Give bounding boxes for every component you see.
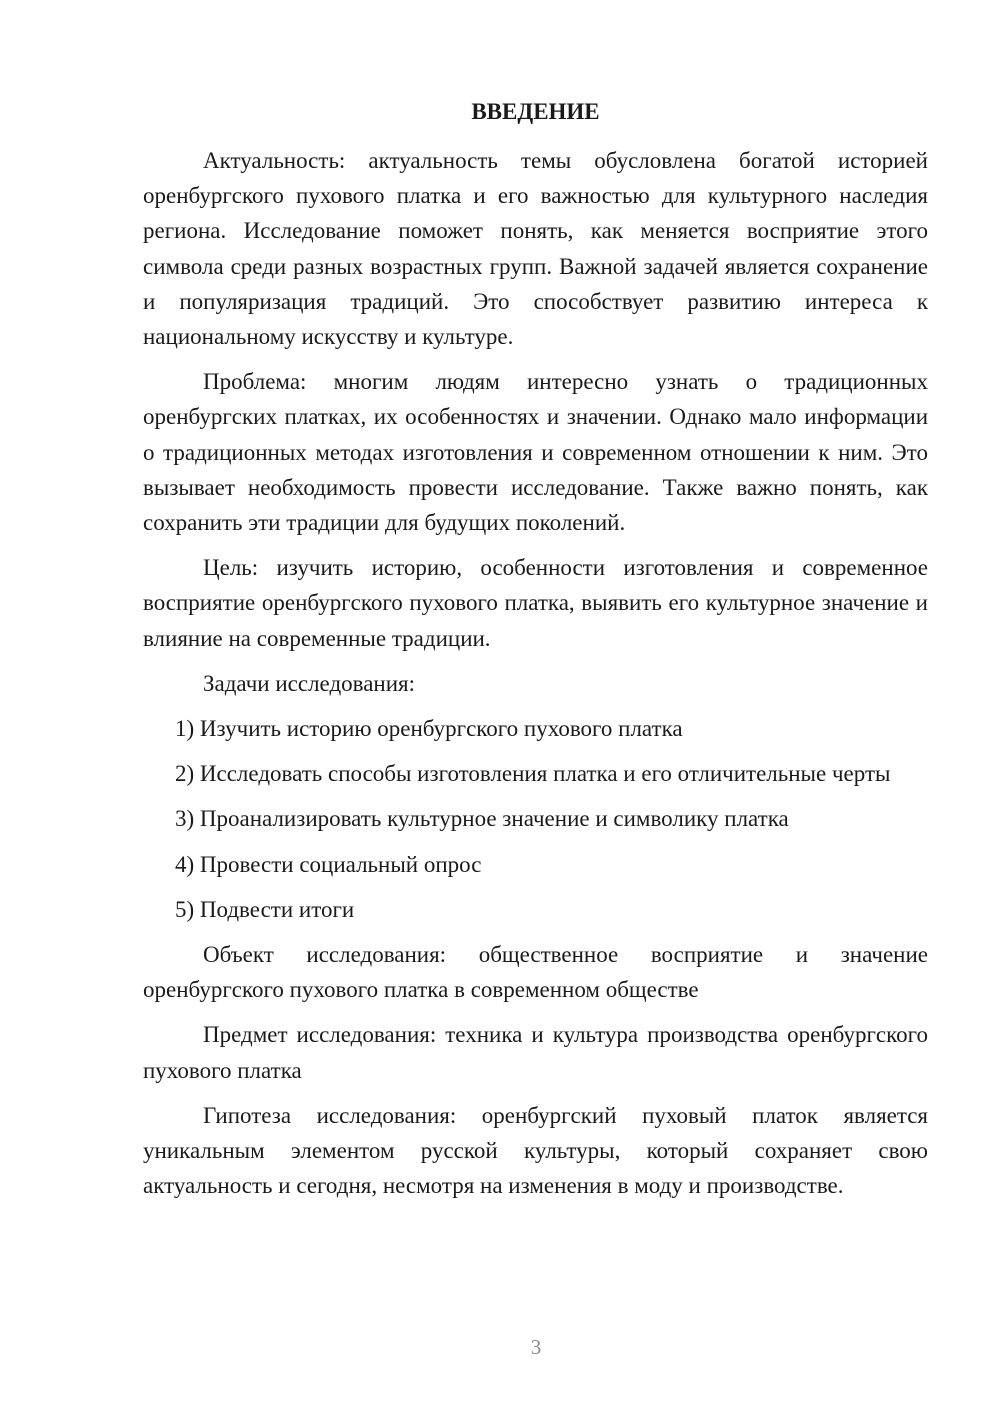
page-number: 3 — [530, 1335, 542, 1359]
task-item: 4) Провести социальный опрос — [175, 851, 482, 877]
hypothesis-paragraph: Гипотеза исследования: оренбургский пуховый платок является уникальным элементом русской культуры, который сохраняет свою актуальность и сегодня, несмотря на изменения в моду и производстве. — [143, 1102, 928, 1199]
object-paragraph: Объект исследования: общественное восприятие и значение оренбургского пухового платка в современном обществе — [143, 942, 928, 1003]
task-item: 3) Проанализировать культурное значение и символику платка — [175, 806, 789, 832]
task-item: 5) Подвести итоги — [175, 896, 355, 922]
task-item: 2) Исследовать способы изготовления платка и его отличительные черты — [175, 761, 891, 787]
page-title: ВВЕДЕНИЕ — [471, 99, 600, 124]
tasks-title: Задачи исследования: — [203, 670, 416, 696]
task-item: 1) Изучить историю оренбургского пухового платка — [175, 716, 683, 742]
problem-paragraph: Проблема: многим людям интересно узнать о традиционных оренбургских платках, их особенностях и значении. Однако мало информации о традиционных методах изготовления и современном отношении к ним. Это вызывает необходимость провести исследование. Также важно понять, как сохранить эти традиции для будущих поколений. — [143, 369, 928, 536]
document-page — [143, 94, 928, 1213]
goal-paragraph: Цель: изучить историю, особенности изготовления и современное восприятие оренбургского пухового платка, выявить его культурное значение и влияние на современные традиции. — [143, 555, 928, 651]
subject-paragraph: Предмет исследования: техника и культура производства оренбургского пухового платка — [143, 1022, 928, 1083]
relevance-paragraph: Актуальность: актуальность темы обусловлена богатой историей оренбургского пухового платка и его важностью для культурного наследия региона. Исследование поможет понять, как меняется восприятие этого символа среди разных возрастных групп. Важной задачей является сохранение и популяризация традиций. Это способствует развитию интереса к национальному искусству и культуре. — [143, 148, 928, 350]
